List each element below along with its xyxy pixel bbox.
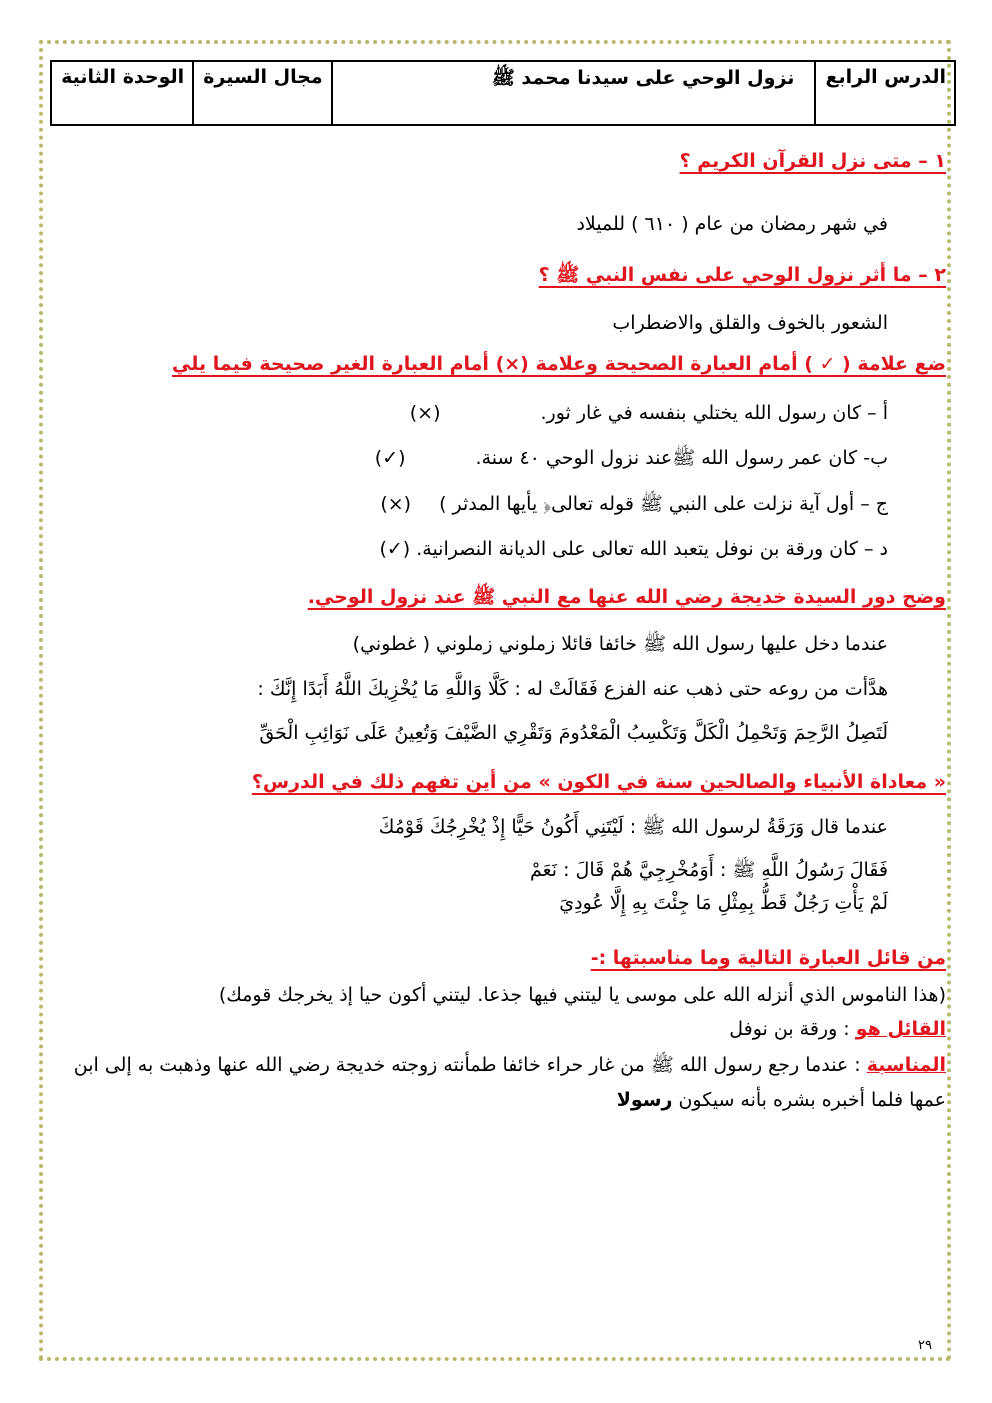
q3-instruction: ضع علامة ( ✓ ) أمام العبارة الصحيحة وعلامة (×) أمام العبارة الغير صحيحة فيما يلي (171, 353, 946, 375)
q1-block (680, 150, 946, 172)
occasion-text: عندما رجع رسول الله ﷺ من غار حراء خائفا طمأنته زوجته خديجة رضي الله عنها وذهبت به إلى ابن (73, 1054, 849, 1076)
q3-item-text: د – كان ورقة بن نوفل يتعبد الله تعالى على الديانة النصرانية. (416, 538, 888, 560)
unit-cell (51, 61, 193, 125)
occasion-separator: : (848, 1054, 867, 1076)
q6-sayer-line (729, 1018, 946, 1040)
q6-question: من قائل العبارة التالية وما مناسبتها :- (590, 947, 946, 969)
sayer-name: ورقة بن نوفل (729, 1018, 838, 1040)
q3-item (380, 492, 888, 520)
q1-answer: في شهر رمضان من عام ( ٦١٠ ) للميلاد (576, 213, 888, 235)
lesson-unit: الوحدة الثانية (61, 66, 185, 88)
q5-answer-line: فَقَالَ رَسُولُ اللَّهِ ﷺ : أَوَمُخْرِجِيَّ هُمْ قَالَ : نَعَمْ (529, 859, 888, 881)
sayer-separator: : (837, 1018, 856, 1040)
q3-item-mark: (×) (380, 493, 412, 515)
q4-question: وضح دور السيدة خديجة رضي الله عنها مع النبي ﷺ عند نزول الوحي. (307, 586, 946, 608)
q3-item (375, 446, 888, 474)
q3-item-mark: (×) (409, 402, 441, 424)
q4-block (308, 585, 946, 613)
q6-occasion-line (74, 1053, 946, 1081)
q3-item (410, 402, 888, 424)
q3-item-text: ج – أول آية نزلت على النبي ﷺ قوله تعالى﴿ يأيها المدثر ) (439, 493, 888, 515)
q1-question: ١ – متى نزل القرآن الكريم ؟ (679, 150, 946, 172)
lesson-header-table (50, 60, 956, 126)
q3-block (172, 353, 946, 375)
q3-item-text: ب- كان عمر رسول الله ﷺعند نزول الوحي ٤٠ سنة. (475, 447, 888, 469)
page-border (39, 40, 951, 1361)
page-number: ٢٩ (918, 1338, 932, 1353)
lesson-field: مجال السيرة (203, 66, 323, 88)
q6-quote: (هذا الناموس الذي أنزله الله على موسى يا ليتني فيها جذعا. ليتني أكون حيا إذ يخرجك قومك) (218, 984, 946, 1006)
q2-answer: الشعور بالخوف والقلق والاضطراب (612, 312, 888, 334)
q4-answer-line: لَتَصِلُ الرَّحِمَ وَتَحْمِلُ الْكَلَّ وَتَكْسِبُ الْمَعْدُومَ وَتَقْرِي الضَّيْفَ وَتُعِينُ عَلَى نَوَائِبِ الْحَقِّ (259, 722, 888, 744)
q4-answer-line: هدَّأت من روعه حتى ذهب عنه الفزع فَقَالَتْ له : كَلَّا وَاللَّهِ مَا يُخْزِيكَ اللَّهُ أَبَدًا إِنَّكَ : (257, 678, 888, 700)
lesson-title: نزول الوحي على سيدنا محمد ﷺ (491, 67, 795, 89)
sayer-label: القائل هو (855, 1018, 946, 1040)
lesson-number: الدرس الرابع (825, 66, 946, 88)
lesson-number-cell (815, 61, 955, 125)
q5-block (252, 771, 946, 793)
q3-item-text: أ – كان رسول الله يختلي بنفسه في غار ثور. (540, 402, 888, 424)
q2-question: ٢ – ما أثر نزول الوحي على نفس النبي ﷺ ؟ (538, 264, 946, 286)
q4-answer-line: عندما دخل عليها رسول الله ﷺ خائفا قائلا زملوني زملوني ( غطوني) (352, 633, 888, 655)
field-cell (193, 61, 332, 125)
q3-item-mark: (✓) (374, 447, 406, 469)
q6-occasion-line2 (617, 1089, 946, 1111)
q3-item-mark: (✓) (379, 538, 411, 560)
q5-answer-line: عندما قال وَرَقَةُ لرسول الله ﷺ : لَيْتَنِي أَكُونُ حَيًّا إِذْ يُخْرِجُكَ قَوْمُكَ (378, 816, 888, 838)
q6-block (591, 947, 946, 969)
q5-answer-line: لَمْ يَأْتِ رَجُلٌ قَطُّ بِمِثْلِ مَا جِئْتَ بِهِ إِلَّا عُودِيَ (559, 892, 888, 914)
occasion-label: المناسبة (866, 1054, 946, 1076)
occasion-text-2: عمها فلما أخبره بشره بأنه سيكون (672, 1089, 946, 1111)
q5-question: « معاداة الأنبياء والصالحين سنة في الكون » من أين تفهم ذلك في الدرس؟ (251, 771, 946, 793)
occasion-bold-word: رسولا (616, 1089, 673, 1111)
q3-item (379, 538, 888, 560)
q2-block (539, 263, 946, 291)
lesson-title-cell (332, 61, 816, 125)
